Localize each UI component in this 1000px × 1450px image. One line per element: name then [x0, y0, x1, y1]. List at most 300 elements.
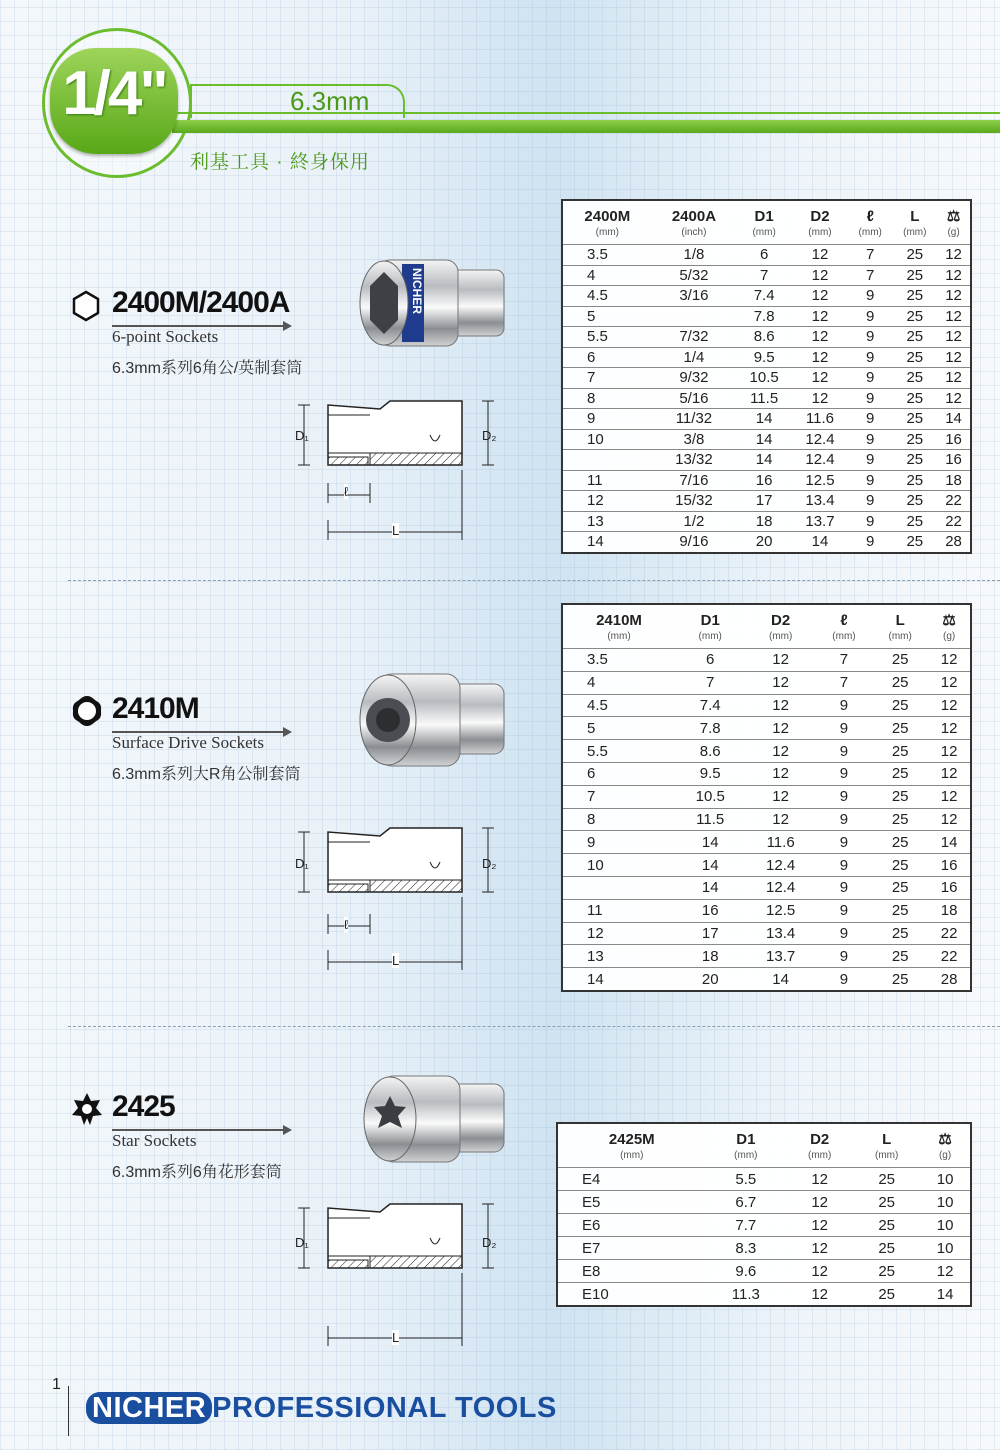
table-cell: 3.5 [562, 245, 652, 266]
table-cell: 14 [675, 876, 745, 899]
table-cell: 6 [675, 649, 745, 672]
column-header: ⚖ [946, 208, 961, 225]
table-cell: 16 [736, 470, 792, 491]
table-cell: 9 [848, 327, 893, 348]
table-cell: 4 [562, 265, 652, 286]
table-cell: 12 [745, 808, 815, 831]
table-cell: 11.5 [736, 388, 792, 409]
diagram-l-small-label-2400: ℓ [344, 484, 349, 499]
table-cell: 9 [848, 347, 893, 368]
column-header: ℓ [840, 611, 848, 629]
table-cell: 11.5 [675, 808, 745, 831]
table-cell: 14 [736, 409, 792, 430]
column-unit: (mm) [808, 227, 832, 238]
column-unit: (mm) [752, 227, 776, 238]
table-cell: 9 [816, 854, 872, 877]
table-row [562, 740, 971, 763]
product-code-2410: 2410M [112, 692, 199, 725]
table-cell: 9 [816, 740, 872, 763]
table-cell: 5 [562, 306, 652, 327]
table-row [562, 831, 971, 854]
table-cell: 14 [928, 831, 971, 854]
header-green-bar [172, 120, 1000, 133]
table-cell: 14 [792, 532, 848, 553]
table-cell: 12 [745, 649, 815, 672]
table-cell: 16 [928, 876, 971, 899]
table-cell: E5 [557, 1191, 706, 1214]
table-row [557, 1214, 971, 1237]
table-cell: 7 [848, 265, 893, 286]
table-cell: 12 [792, 388, 848, 409]
column-header: L [895, 611, 905, 629]
product-name-en-2410: Surface Drive Sockets [112, 733, 265, 752]
table-cell: 12 [937, 306, 971, 327]
diagram-d2-label-2400: D₂ [482, 428, 497, 443]
table-row [562, 470, 971, 491]
column-header: L [910, 207, 920, 225]
table-cell: 28 [937, 532, 971, 553]
table-cell: 12 [937, 388, 971, 409]
table-cell: 25 [893, 347, 938, 368]
table-cell: 13.4 [792, 491, 848, 512]
footer-brand [86, 1392, 557, 1425]
table-cell: 5.5 [562, 740, 675, 763]
table-cell: 25 [893, 450, 938, 471]
table-cell: 1/4 [652, 347, 737, 368]
table-cell: 14 [675, 831, 745, 854]
table-cell: 25 [872, 717, 928, 740]
table-cell: 10 [920, 1191, 971, 1214]
table-cell: E6 [557, 1214, 706, 1237]
table-row [562, 945, 971, 968]
table-row [557, 1237, 971, 1260]
table-cell: 12 [920, 1260, 971, 1283]
table-cell: 16 [675, 899, 745, 922]
table-cell: 9 [562, 831, 675, 854]
product-code-2425: 2425 [112, 1090, 175, 1123]
table-row [557, 1191, 971, 1214]
table-cell: 12 [928, 808, 971, 831]
table-cell: 25 [893, 306, 938, 327]
table-cell: 9/16 [652, 532, 737, 553]
table-cell: 7/16 [652, 470, 737, 491]
table-cell: 9 [816, 899, 872, 922]
table-row [562, 649, 971, 672]
table-cell: 9 [848, 511, 893, 532]
column-header: D2 [771, 611, 791, 629]
table-cell: 1/2 [652, 511, 737, 532]
table-cell: 3.5 [562, 649, 675, 672]
column-unit: (mm) [620, 1150, 644, 1161]
column-unit: (mm) [698, 631, 722, 642]
size-label: 1/4" [62, 59, 166, 128]
table-cell: 14 [562, 968, 675, 991]
table-cell: 12 [786, 1191, 853, 1214]
column-unit: (mm) [768, 631, 793, 642]
table-cell: 17 [736, 491, 792, 512]
table-cell: 12.4 [745, 854, 815, 877]
table-cell: 25 [872, 876, 928, 899]
table-cell: 7/32 [652, 327, 737, 348]
table-cell: 18 [736, 511, 792, 532]
table-cell: 7.4 [675, 694, 745, 717]
table-cell: 7.7 [706, 1214, 787, 1237]
table-cell: 14 [736, 429, 792, 450]
table-cell: 9 [816, 717, 872, 740]
diagram-l-small-label-2410: ℓ [344, 917, 349, 932]
table-cell: 25 [872, 694, 928, 717]
table-cell: 9 [816, 762, 872, 785]
table-cell: 9 [816, 694, 872, 717]
table-cell: 25 [893, 245, 938, 266]
table-cell: 9 [848, 429, 893, 450]
table-cell: 25 [893, 286, 938, 307]
section-divider-1 [68, 580, 1000, 581]
table-row [562, 717, 971, 740]
diagram-d2-label-2410: D₂ [482, 856, 497, 871]
table-cell: 11 [562, 899, 675, 922]
table-row [562, 876, 971, 899]
table-cell: 9 [816, 808, 872, 831]
table-cell: 10 [562, 429, 652, 450]
table-cell: 10 [562, 854, 675, 877]
table-cell: 12 [745, 671, 815, 694]
table-cell: 10 [920, 1168, 971, 1191]
table-row [562, 899, 971, 922]
product-name-en-2425: Star Sockets [112, 1131, 197, 1150]
table-row [562, 671, 971, 694]
table-cell: 25 [853, 1191, 920, 1214]
table-cell: 12 [562, 491, 652, 512]
table-cell: 25 [872, 922, 928, 945]
table-cell: 25 [872, 740, 928, 763]
table-cell: 12 [745, 694, 815, 717]
product-name-en-2400: 6-point Sockets [112, 327, 219, 346]
table-cell: 9 [848, 470, 893, 491]
diagram-d1-label-2410: D₁ [295, 856, 309, 871]
table-cell: 5.5 [562, 327, 652, 348]
column-unit: (g) [943, 631, 956, 642]
column-header: L [882, 1130, 892, 1148]
table-cell: 12 [937, 286, 971, 307]
table-cell: 16 [928, 854, 971, 877]
table-cell: 14 [745, 968, 815, 991]
table-cell: 25 [893, 265, 938, 286]
column-header: D1 [736, 1130, 756, 1148]
table-cell: 12 [745, 762, 815, 785]
table-cell: 11.3 [706, 1283, 787, 1307]
table-row [562, 245, 971, 266]
table-row [562, 450, 971, 471]
table-cell: 9 [562, 409, 652, 430]
table-cell: 9 [816, 968, 872, 991]
arrow-2410 [112, 731, 290, 733]
table-cell: 13.7 [745, 945, 815, 968]
table-cell: 4 [562, 671, 675, 694]
table-cell: 16 [937, 450, 971, 471]
table-cell: 12 [792, 347, 848, 368]
column-unit: (mm) [607, 631, 631, 642]
table-cell: 9 [848, 409, 893, 430]
table-row [562, 429, 971, 450]
table-cell: 18 [937, 470, 971, 491]
table-cell: 25 [872, 899, 928, 922]
table-cell: 11.6 [745, 831, 815, 854]
table-cell: 18 [675, 945, 745, 968]
table-cell: 12 [928, 717, 971, 740]
table-cell: 25 [872, 831, 928, 854]
arrow-2425 [112, 1129, 290, 1131]
table-cell: 7 [848, 245, 893, 266]
table-cell: 18 [928, 899, 971, 922]
table-cell: 25 [853, 1214, 920, 1237]
diagram-d1-label-2425: D₁ [295, 1235, 309, 1250]
table-cell: 25 [893, 491, 938, 512]
table-cell: 12.4 [792, 450, 848, 471]
table-cell: 9 [848, 491, 893, 512]
table-cell [652, 306, 737, 327]
table-cell: 9 [816, 922, 872, 945]
table-cell: 25 [893, 409, 938, 430]
table-cell: 25 [893, 327, 938, 348]
spec-table-2410 [561, 603, 972, 992]
product-name-zh-2410: 6.3mm系列大R角公制套筒 [112, 766, 301, 783]
metric-label: 6.3mm [290, 86, 370, 116]
table-cell: 13 [562, 945, 675, 968]
column-unit: (inch) [681, 227, 707, 238]
table-cell: 9 [816, 876, 872, 899]
hexagon-icon [70, 290, 102, 322]
table-cell: 12 [928, 649, 971, 672]
table-row [562, 532, 971, 553]
table-cell: 12 [745, 717, 815, 740]
table-cell: 12 [937, 327, 971, 348]
table-cell: 7 [816, 649, 872, 672]
section-divider-2 [68, 1026, 1000, 1027]
table-cell: 3/16 [652, 286, 737, 307]
column-header: ⚖ [938, 1131, 952, 1148]
table-cell [562, 876, 675, 899]
table-cell: 6.7 [706, 1191, 787, 1214]
table-row [562, 347, 971, 368]
table-cell: 9.5 [736, 347, 792, 368]
table-cell: 9 [848, 286, 893, 307]
table-cell: 7 [562, 368, 652, 389]
diagram-l-label-2425: L [392, 1330, 400, 1345]
table-row [562, 968, 971, 991]
table-cell: 5 [562, 717, 675, 740]
spec-table-2425 [556, 1122, 972, 1307]
table-cell: 11/32 [652, 409, 737, 430]
table-cell: 25 [893, 511, 938, 532]
table-cell: 17 [675, 922, 745, 945]
table-cell: 9.5 [675, 762, 745, 785]
table-cell: 12 [928, 785, 971, 808]
table-cell: 12 [786, 1283, 853, 1307]
diagram-l-label-2410: L [392, 953, 400, 968]
table-cell: 25 [872, 785, 928, 808]
table-cell: 25 [893, 368, 938, 389]
table-cell: 12 [792, 327, 848, 348]
table-cell: 25 [893, 532, 938, 553]
table-cell: 8.3 [706, 1237, 787, 1260]
column-header: D2 [810, 207, 830, 225]
diagram-d2-label-2425: D₂ [482, 1235, 497, 1250]
page-number: 1 [52, 1376, 61, 1393]
table-cell: 9/32 [652, 368, 737, 389]
socket-brand-2400: NICHER [410, 268, 424, 315]
table-cell: 8.6 [675, 740, 745, 763]
table-row [562, 922, 971, 945]
table-cell: 9 [816, 785, 872, 808]
table-cell: 12 [792, 265, 848, 286]
table-cell: 22 [928, 922, 971, 945]
table-cell: 12 [786, 1237, 853, 1260]
table-row [557, 1168, 971, 1191]
socket-diagram-2410 [290, 822, 500, 972]
table-cell: 3/8 [652, 429, 737, 450]
table-row [562, 511, 971, 532]
table-cell: 5/32 [652, 265, 737, 286]
table-cell: 15/32 [652, 491, 737, 512]
table-cell: 13/32 [652, 450, 737, 471]
table-cell: 4.5 [562, 286, 652, 307]
table-row [562, 785, 971, 808]
table-cell: 12 [745, 740, 815, 763]
table-cell: 22 [937, 491, 971, 512]
table-cell: 9 [816, 945, 872, 968]
table-cell: 12 [928, 740, 971, 763]
table-cell: 12 [562, 922, 675, 945]
table-cell: 5.5 [706, 1168, 787, 1191]
table-row [562, 808, 971, 831]
table-row [562, 286, 971, 307]
diagram-l-label-2400: L [392, 523, 400, 538]
table-cell: 10 [920, 1214, 971, 1237]
table-cell: 9 [816, 831, 872, 854]
table-cell: 11 [562, 470, 652, 491]
table-cell: 12 [792, 368, 848, 389]
table-cell: 14 [675, 854, 745, 877]
table-cell: 11.6 [792, 409, 848, 430]
table-cell: 12 [786, 1260, 853, 1283]
table-row [562, 265, 971, 286]
column-header: D2 [810, 1130, 830, 1148]
table-cell: 6 [736, 245, 792, 266]
table-cell: 20 [675, 968, 745, 991]
table-cell: 13.4 [745, 922, 815, 945]
table-cell: 9 [848, 388, 893, 409]
column-unit: (mm) [858, 227, 882, 238]
table-cell: 7.8 [736, 306, 792, 327]
table-cell: 7 [816, 671, 872, 694]
table-cell: 12.4 [792, 429, 848, 450]
table-cell: 12 [792, 245, 848, 266]
table-cell: 7.8 [675, 717, 745, 740]
product-name-zh-2400: 6.3mm系列6角公/英制套筒 [112, 360, 303, 377]
table-cell: 14 [736, 450, 792, 471]
table-row [562, 306, 971, 327]
table-cell: 10 [920, 1237, 971, 1260]
table-row [557, 1260, 971, 1283]
column-header: 2400A [671, 207, 717, 225]
socket-photo-2410 [358, 672, 506, 768]
table-cell: 7 [736, 265, 792, 286]
socket-photo-2400 [358, 258, 506, 348]
footer-brand-name: NICHER [86, 1392, 212, 1424]
table-cell: 25 [893, 470, 938, 491]
table-cell: 12 [786, 1214, 853, 1237]
socket-diagram-2425 [290, 1198, 500, 1348]
table-cell: 22 [937, 511, 971, 532]
table-cell: E7 [557, 1237, 706, 1260]
table-cell: E4 [557, 1168, 706, 1191]
table-cell: 13 [562, 511, 652, 532]
table-cell: 9 [848, 532, 893, 553]
table-cell: 12 [937, 347, 971, 368]
table-cell: 25 [853, 1237, 920, 1260]
table-cell: 25 [872, 671, 928, 694]
star-icon [70, 1092, 104, 1126]
column-header: 2410M [596, 611, 642, 629]
table-cell: 12 [792, 286, 848, 307]
table-row [562, 327, 971, 348]
table-cell: 9 [848, 368, 893, 389]
socket-photo-2425 [362, 1074, 506, 1164]
table-cell: 25 [872, 808, 928, 831]
column-unit: (mm) [903, 227, 927, 238]
table-cell: 25 [853, 1260, 920, 1283]
table-cell: 25 [872, 762, 928, 785]
table-cell: 25 [872, 649, 928, 672]
diagram-d1-label-2400: D₁ [295, 428, 309, 443]
table-cell: 9 [848, 306, 893, 327]
table-cell: 9 [848, 450, 893, 471]
column-unit: (mm) [888, 631, 912, 642]
table-cell: E10 [557, 1283, 706, 1307]
column-header: ⚖ [942, 612, 956, 629]
table-cell: 12 [928, 671, 971, 694]
column-header: ℓ [866, 207, 874, 225]
table-cell: 10.5 [736, 368, 792, 389]
table-cell: 12 [937, 265, 971, 286]
table-cell: 12 [745, 785, 815, 808]
table-cell: 28 [928, 968, 971, 991]
table-cell: 9.6 [706, 1260, 787, 1283]
table-cell [562, 450, 652, 471]
table-cell: 13.7 [792, 511, 848, 532]
product-code-2400: 2400M/2400A [112, 286, 290, 319]
table-cell: 6 [562, 347, 652, 368]
surface-drive-icon [70, 694, 104, 728]
table-cell: 12.4 [745, 876, 815, 899]
column-header: 2400M [584, 207, 631, 225]
table-row [562, 854, 971, 877]
slogan: 利基工具 · 終身保用 [190, 152, 370, 173]
table-cell: 12.5 [745, 899, 815, 922]
table-cell: 1/8 [652, 245, 737, 266]
table-cell: 7 [562, 785, 675, 808]
column-header: D1 [754, 207, 774, 225]
table-cell: 10.5 [675, 785, 745, 808]
table-row [562, 762, 971, 785]
column-unit: (mm) [808, 1150, 832, 1161]
spec-table-2400 [561, 199, 972, 554]
table-cell: 7.4 [736, 286, 792, 307]
table-cell: 14 [562, 532, 652, 553]
table-cell: 25 [893, 429, 938, 450]
footer-divider [68, 1386, 69, 1436]
